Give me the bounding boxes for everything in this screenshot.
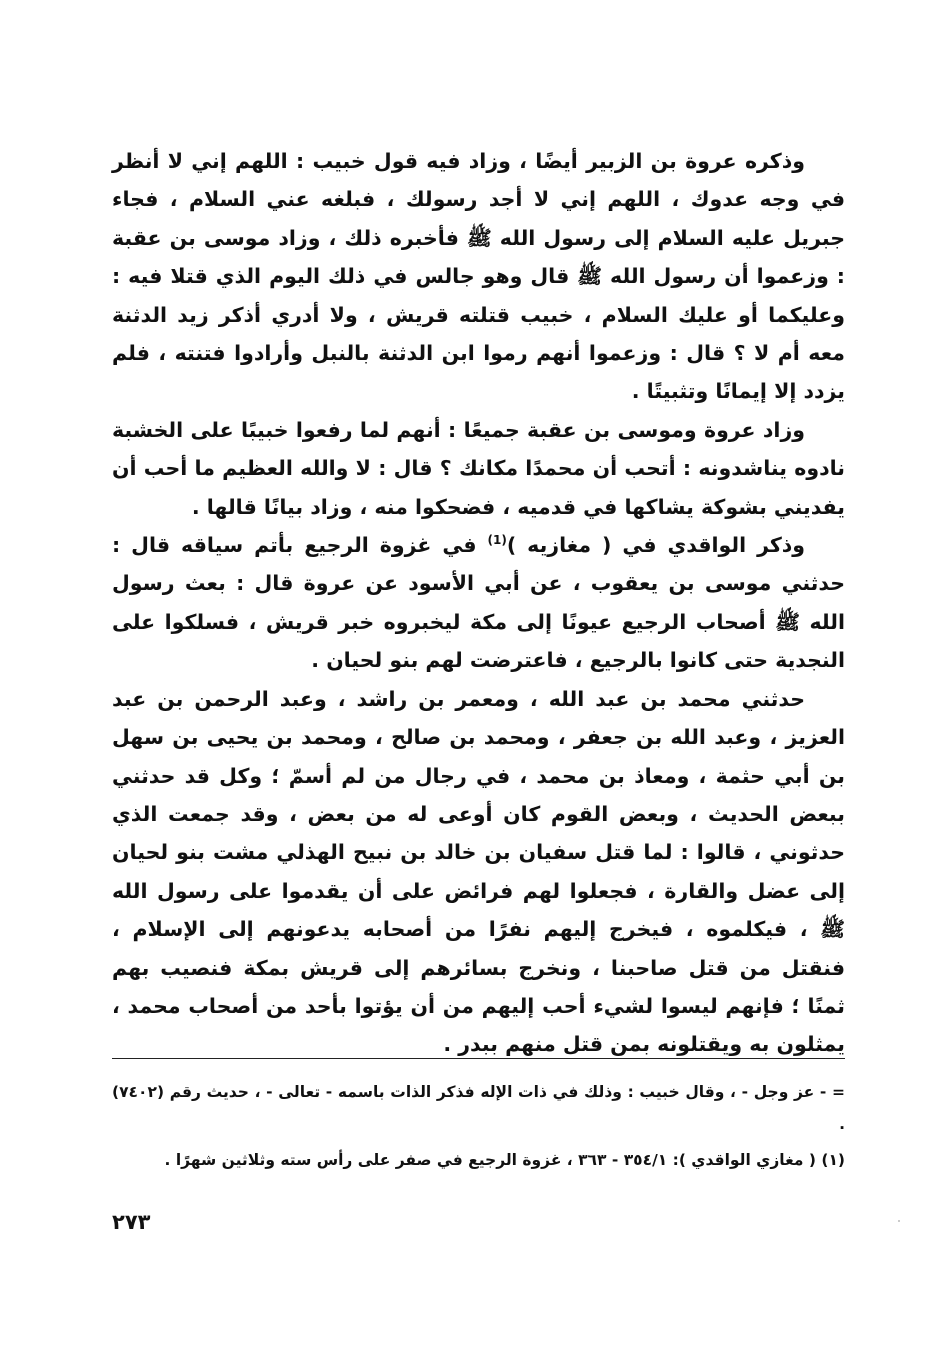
- paragraph-3: [112, 526, 845, 680]
- paragraph-4: حدثني محمد بن عبد الله ، ومعمر بن راشد ، وعبد الرحمن بن عبد العزيز ، وعبد الله بن جعفر ، ومحمد بن صالح ، ومحمد بن يحيى بن سهل بن أبي حثمة ، ومعاذ بن محمد ، في رجال من لم أسمّ ؛ وكل قد حدثني ببعض الحديث ، وبعض القوم كان أوعى له من بعض ، وقد جمعت الذي حدثوني ، قالوا : لما قتل سفيان بن خالد بن نبيح الهذلي مشت بنو لحيان إلى عضل والقارة ، فجعلوا لهم فرائض على أن يقدموا على رسول الله ﷺ ، فيكلموه ، فيخرج إليهم نفرًا من أصحابه يدعونهم إلى الإسلام ، فنقتل من قتل صاحبنا ، ونخرج بسائرهم إلى قريش بمكة فنصيب بهم ثمنًا ؛ فإنهم ليسوا لشيء أحب إليهم من أن يؤتوا بأحد من أصحاب محمد ، يمثلون به ويقتلونه بمن قتل منهم ببدر .: [112, 686, 845, 1057]
- paragraph-2: وزاد عروة وموسى بن عقبة جميعًا : أنهم لما رفعوا خبيبًا على الخشبة نادوه يناشدونه : أتحب أن محمدًا مكانك ؟ قال : لا والله العظيم ما أحب أن يفديني بشوكة يشاكها في قدميه ، فضحكوا منه ، وزاد بيانًا قالها .: [112, 417, 845, 519]
- footnote-1: (١) ( مغازي الواقدي ): ٣٥٤/١ - ٣٦٣ ، غزوة الرجيع في صفر على رأس سته وثلاثين شهرًا .: [164, 1151, 845, 1169]
- footnote-divider: [112, 1058, 845, 1059]
- footnotes: [112, 1076, 845, 1180]
- paragraph-3-before-ref: وذكر الواقدي في ( مغازيه ): [506, 533, 806, 558]
- main-text: [112, 142, 845, 1064]
- footnote-reference[interactable]: (1): [487, 533, 507, 548]
- page-number: ٢٧٣: [112, 1210, 151, 1234]
- scan-speck: [898, 1220, 900, 1222]
- paragraph-1: وذكره عروة بن الزبير أيضًا ، وزاد فيه قول خبيب : اللهم إني لا أنظر في وجه عدوك ، اللهم إني لا أجد رسولك ، فبلغه عني السلام ، فجاء جبريل عليه السلام إلى رسول الله ﷺ فأخبره ذلك ، وزاد موسى بن عقبة : وزعموا أن رسول الله ﷺ قال وهو جالس في ذلك اليوم الذي قتلا فيه : وعليكما أو عليك السلام ، خبيب قتلته قريش ، ولا أدري أذكر زيد الدثنة معه أم لا ؟ قال : وزعموا أنهم رموا ابن الدثنة بالنبل وأرادوا فتنته ، فلم يزدد إلا إيمانًا وتثبيتًا .: [112, 149, 845, 404]
- paragraph-3-after-ref: في غزوة الرجيع بأتم سياقه قال : حدثني موسى بن يعقوب ، عن أبي الأسود عن عروة قال : بعث رسول الله ﷺ أصحاب الرجيع عيونًا إلى مكة ليخبروه خبر قريش ، فسلكوا على النجدية حتى كانوا بالرجيع ، فاعترضت لهم بنو لحيان .: [112, 533, 845, 673]
- footnote-continuation: = - عز وجل - ، وقال خبيب : وذلك في ذات الإله فذكر الذات باسمه - تعالى - ، حديث رقم (٧٤٠٢) .: [112, 1083, 845, 1133]
